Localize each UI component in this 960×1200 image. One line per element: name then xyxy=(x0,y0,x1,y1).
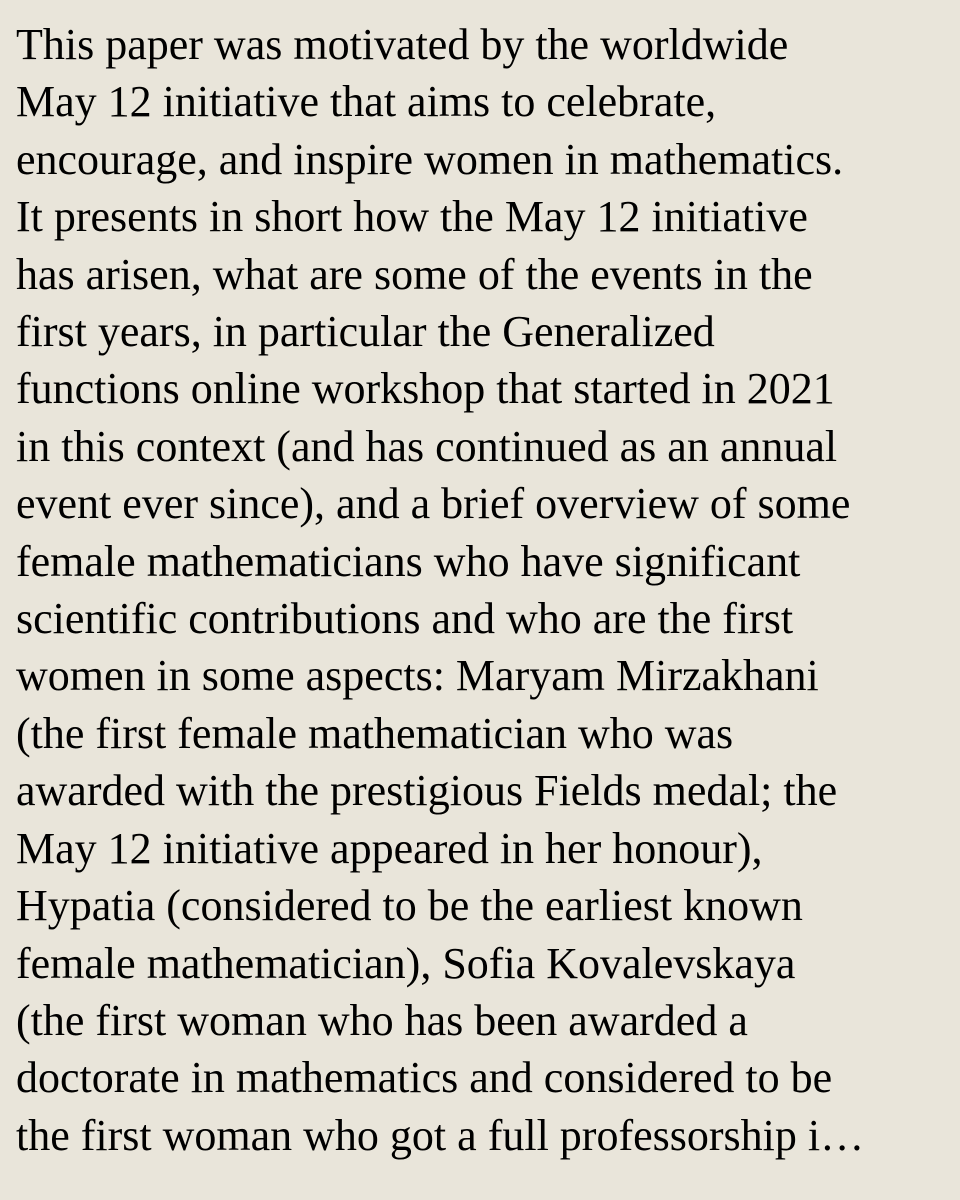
abstract-text: This paper was motivated by the worldwide May 12 initiative that aims to celebrate, encourage, and inspire women in mathematics. It presents in short how the May 12 initiative has arisen, what are some of the events in the first years, in particular the Generalized functions online workshop that started in 2021 in this context (and has continued as an annual event ever since), and a brief overview of some female mathematicians who have significant scientific contributions and who are the first women in some aspects: Maryam Mirzakhani (the first female mathematician who was awarded with the prestigious Fields medal; the May 12 initiative appeared in her honour), Hypatia (considered to be the earliest known female mathematician), Sofia Kovalevskaya (the first woman who has been awarded a doctorate in mathematics and considered to be the first woman who got a full professorship i… xyxy=(16,20,865,1160)
